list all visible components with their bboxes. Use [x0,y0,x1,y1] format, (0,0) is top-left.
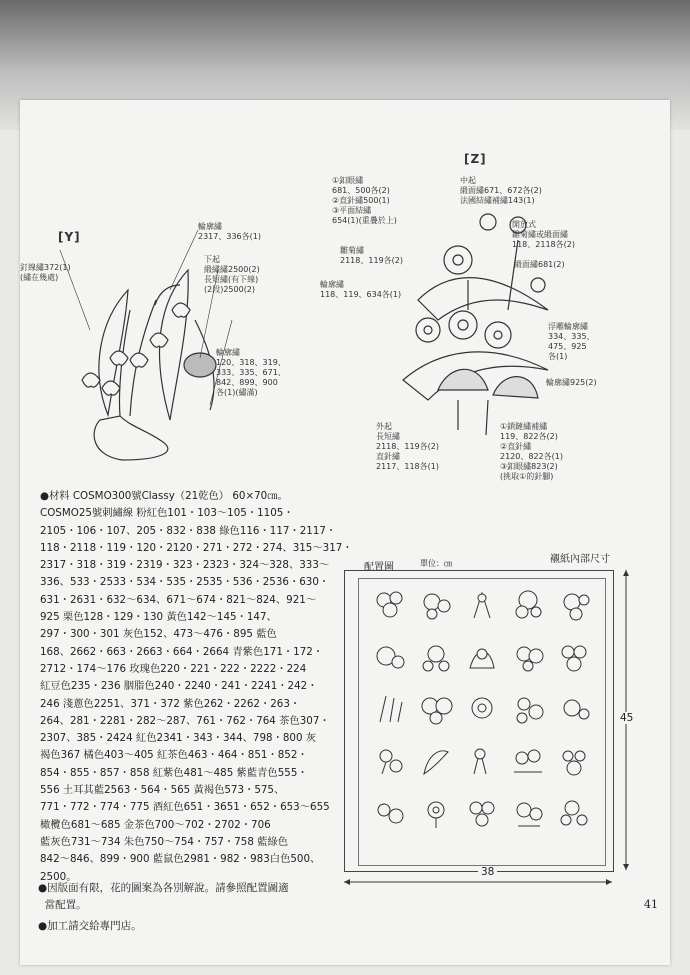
flower-motif [418,796,454,830]
flower-motif [510,744,546,778]
note-shop: ●加工請交給專門店。 [38,920,142,932]
flower-motif [372,744,408,778]
layout-inner-size: 襯紙內部尺寸 [550,554,610,565]
flower-motif [510,796,546,830]
page-number: 41 [644,898,658,911]
annot-z-outer: 外起 長短繡 2118、119各(2) 直針繡 2117、118各(1) [376,422,439,471]
flower-motif [510,640,546,674]
flower-motif [372,640,408,674]
flower-motif [556,744,592,778]
page [20,100,670,965]
annot-y-satin: 下起 緞繡繡2500(2) 長短繡(有下線) (2段)2500(2) [204,255,260,294]
flower-bouquet-illustration [398,240,568,440]
annot-z-chain-fill: ①鎖鏈繡補繡 119、822各(2) ②直針繡 2120、822各(1) ③釦眼繡823(2) (挑取①的針腳) [500,422,563,481]
height-label: 45 [620,712,634,724]
annot-z-outline: 輪廓繡 118、119、634各(1) [320,280,402,299]
flower-motif [418,744,454,778]
annot-y-outline: 輪廓繡 2317、336各(1) [198,222,261,241]
flower-motif [556,692,592,726]
annot-z-eyelet: ①釦眼繡 681、500各(2) ②直針繡500(1) ③平面結繡 654(1)(重疊於上) [332,176,397,225]
flower-motif [418,640,454,674]
flower-motif [556,588,592,622]
flower-motif [464,692,500,726]
annot-y-chain: 釘線繡372(1) (繡在幾處) [20,263,71,282]
note-space: ●因版面有限，花的圖案為各別解說。請參照配置圖適 當配置。 [38,882,289,911]
width-label: 38 [478,866,497,878]
flower-motif [372,692,408,726]
annot-z-open-style: 開放式 雛菊繡或緞面繡 118、2118各(2) [512,220,575,249]
annot-z-outline-925: 輪廓繡925(2) [546,378,597,387]
flower-motif [418,692,454,726]
annot-z-lazy-daisy: 雛菊繡 2118、119各(2) [340,246,403,265]
flower-motif [464,640,500,674]
flower-motif [556,796,592,830]
annot-z-satin-681: 緞面繡681(2) [514,260,565,269]
annot-z-raised-outline: 浮雕輪廓繡 334、335、 475、925 各(1) [548,322,595,361]
flower-motif [418,588,454,622]
diagram-z-label: [Z] [464,152,487,166]
layout-title: 配置圖 [364,562,394,573]
diagram-y-label: [Y] [58,230,81,244]
flower-motif [372,588,408,622]
annot-y-outline-bottom: 輪廓繡 120、318、319、 333、335、671、 842、899、900 各(1)(繡滿) [216,348,286,397]
materials-list: ●材料 COSMO300號Classy（21乾色） 60×70㎝。 COSMO25號刺繡線 粉紅色101・103〜105・1105・ 2105・106・107、205・832・838 綠色116・117・2117・ 118・2118・119・120・2120・271・272・274、315〜317・ 2317・318・319・2319・323・2323・324〜328、333〜 336、533・2533・534・535・2535・536・2536・630・ 631・2631・632〜634、671〜674・821〜824、921〜 925 栗色128・129・130 黃色142〜145・147、 297・300・301 灰色152、473〜476・895 藍色 168、2662・663・2663・664・2664 青紫色171・172・ 2712・174〜176 玫瑰色220・221・222・2222・224 紅豆色235・236 胭脂色240・2240・241・2241・242・ 246 淺蔥色2251、371・372 紫色262・2262・263・ 264、281・2281・282〜287、761・762・764 茶色307・ 2307、385・2424 紅色2341・343・344、798・800 灰 褐色367 橘色403〜405 紅茶色463・464・851・852・ 854・855・857・858 紅紫色481〜485 紫藍青色555・ 556 土耳其藍2563・564・565 黃褐色573・575、 771・772・774・775 酒紅色651・3651・652・653〜655 橄欖色681〜685 金茶色700〜702・2702・706 藍灰色731〜734 朱色750〜754・757・758 藍綠色 842〜846、899・900 藍鼠色2981・982・983白色500、 2500。 [40,490,353,883]
annot-z-center: 中起 緞面繡671、672各(2) 法國結繡補繡143(1) [460,176,542,205]
flower-motif [510,692,546,726]
flower-motif [464,796,500,830]
flower-motif [372,796,408,830]
flower-motif [464,588,500,622]
flower-motif [510,588,546,622]
flower-motif [464,744,500,778]
layout-unit: 單位：㎝ [420,559,452,568]
flower-motif [556,640,592,674]
